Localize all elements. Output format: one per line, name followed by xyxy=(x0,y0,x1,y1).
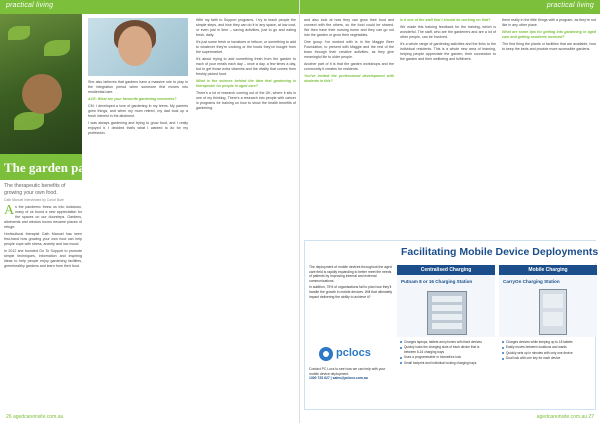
ad-title: Facilitating Mobile Device Deployments xyxy=(401,246,599,258)
paragraph: It's a whole range of gardening activities and the links to the individual residents. This is a whole new area of learning, helping people appreciate the garden, their connection to the garden and their wellbeing and fulfilment. xyxy=(400,42,496,61)
paragraph: In addition, 75% of organisations fail to plan how they'll handle the growth in mobile devices. Will that ultimately impact delivering the ability to achieve it? xyxy=(309,285,393,299)
leaf-shape xyxy=(44,40,70,56)
feature-list xyxy=(499,337,597,361)
byline: Cath Manuel interviewed by Conor Bute xyxy=(4,198,64,202)
feature-item: Dual lock with one key for each device xyxy=(502,356,594,360)
page-footer: agedcareinsite.com.au 27 xyxy=(536,414,594,420)
paragraph: She also believes that gardens have a massive role to play in the integration period when someone first moves into residential care. xyxy=(88,80,188,94)
paragraph: We made this training feedback for the training, which is wonderful. The staff, who are the gardeners and are a lot of other people, can be involved. xyxy=(400,25,496,39)
portrait-photo xyxy=(88,18,188,76)
feature-list xyxy=(397,337,495,365)
article-title: The garden path xyxy=(4,160,97,175)
paragraph: The first thing the plants or facilities that are available, how to keep the beds and provide more accessible gardens. xyxy=(502,42,596,51)
feature-item: Charges laptops, tablets and phones with fixed devices xyxy=(400,340,492,344)
interview-question: Is it one of the staff that I should be working on that? xyxy=(400,18,491,22)
ad-intro xyxy=(309,265,393,301)
title-box xyxy=(0,154,97,180)
paragraph: In 2012 she founded Go To Support to promote simple techniques, information and inspiring ideas to help people enjoy gardening facilities, greenhealthy gardens and learn from their food. xyxy=(4,249,82,268)
ad-contact xyxy=(309,367,393,381)
section-bar xyxy=(300,0,600,14)
product-category: Centralised Charging xyxy=(397,265,495,275)
paragraph: It's just some fresh or tomatoes or lettuce, or something to add to whatever they're cooking or the foods they've bought from the supermarket. xyxy=(196,40,296,54)
product-card-putnam[interactable] xyxy=(397,265,495,409)
paragraph: As the pandemic threw us into lockdown, many of us found a new appreciation for the spaces on our doorsteps. Gardens, allotments and window boxes became places of refuge. xyxy=(4,203,82,229)
page-footer: 26 agedcareinsite.com.au xyxy=(6,414,64,420)
paragraph: The deployment of mobile devices throughout the aged care field is rapidly expanding to better meet the needs of patients by improving internal and external communications. xyxy=(309,265,392,283)
column-1 xyxy=(304,18,394,86)
product-card-carryon[interactable] xyxy=(499,265,597,409)
paragraph: Horticultural therapist Cath Manuel has seen first-hand how growing your own food can help people cope with stress, anxiety and low mood. xyxy=(4,232,82,246)
paragraph: CM: I developed a love of gardening in my teens. My parents grew things, and when my mum retired, my dad took up a fresh interest in the allotment. xyxy=(88,104,188,118)
paragraph: I was always gardening and trying to grow food, and I really enjoyed it. I decided that's what I wanted to do for my profession. xyxy=(88,121,188,135)
portrait-face xyxy=(118,26,152,66)
contact-text: Contact PC Locs to see how we can help with your mobile device deployment. xyxy=(309,367,386,376)
interview-question: What are some tips for getting into gardening in aged care and getting residents involved? xyxy=(502,30,596,39)
section-bar xyxy=(0,0,299,14)
column-2 xyxy=(400,18,496,64)
feature-item: Small footprint and individual locking charging bays xyxy=(400,361,492,365)
logo-mark-icon xyxy=(319,347,333,361)
paragraph: Another part of it is that the garden workshops and the community it creates for residents. xyxy=(304,62,394,71)
column-1 xyxy=(4,205,82,271)
product-category: Mobile Charging xyxy=(499,265,597,275)
section-label: practical living xyxy=(546,2,594,9)
product-name: CarryOn Charging Station xyxy=(503,279,560,284)
feature-item: Quickly sets up in minutes with only one device xyxy=(502,351,594,355)
pclocs-logo[interactable] xyxy=(319,345,383,363)
feature-item: Easily moves between locations and wards xyxy=(502,345,594,349)
section-label: practical living xyxy=(6,2,54,9)
paragraph: One group I've worked with is in the Maggie Beer Foundation, to present with Maggie and the rest of the team through their creative activities, as they give meaningful life to older people. xyxy=(304,40,394,59)
paragraph: It's about trying to add something fresh from the garden to each of your meals each day – once a day, a few times a day, but to get those extra vitamins and the vitality that comes from freshly picked food. xyxy=(196,57,296,76)
advertisement[interactable] xyxy=(304,240,599,410)
interview-question: ACE: What are your favourite gardening memories? xyxy=(88,97,177,101)
mobile-cart-icon xyxy=(539,289,567,335)
standfirst: The therapeutic benefits of growing your own food. xyxy=(4,183,66,196)
product-image xyxy=(397,275,495,337)
feature-item: Charges devices while keeping up to 18 tablets xyxy=(502,340,594,344)
plant-pot xyxy=(22,74,62,114)
hero-photo-plants xyxy=(0,14,82,154)
paragraph: and also look at how they can grow their food and connect with the others, so the food could be shared. We then have their nursing home and they can go out into the garden or grow their vegetables. xyxy=(304,18,394,37)
column-3 xyxy=(196,18,296,113)
product-name: Putnam 8 or 16 Charging Station xyxy=(401,279,473,284)
ad-header xyxy=(305,241,597,263)
paragraph: With my faith to Support programs, I try to teach people the simple steps, and how they can do it in any space, at low cost, or even just in time – saving activities, just to go and eating fresh, daily. xyxy=(196,18,296,37)
leaf-shape xyxy=(8,26,30,40)
charging-cabinet-icon xyxy=(427,291,467,335)
paragraph: There's a lot of research coming out of the UK, where it sits in one of my thinking. There's a research into people with cancer in programs for training on how to show the health benefits of gardening. xyxy=(196,91,296,110)
leaf-shape xyxy=(14,112,44,130)
drop-cap: A xyxy=(4,203,15,218)
interview-question: You've invited the professional development with students in this? xyxy=(304,74,394,83)
feature-item: Uses a programmable or biometrics lock xyxy=(400,355,492,359)
logo-text: pclocs xyxy=(336,347,371,359)
feature-item: Quickly locks the charging slots of each device that is between 8-16 charging bays xyxy=(400,345,492,354)
column-2 xyxy=(88,80,188,138)
interview-question: What is the science behind the idea that gardening is therapeutic for people in aged care? xyxy=(196,79,296,88)
contact-phone[interactable]: 1300 725 627 | sales@pclocs.com.au xyxy=(309,376,368,381)
right-page xyxy=(300,0,600,423)
column-3 xyxy=(502,18,596,54)
paragraph: them really in the little things with a program, as they're not like in any other place. xyxy=(502,18,596,27)
product-image xyxy=(499,275,597,337)
